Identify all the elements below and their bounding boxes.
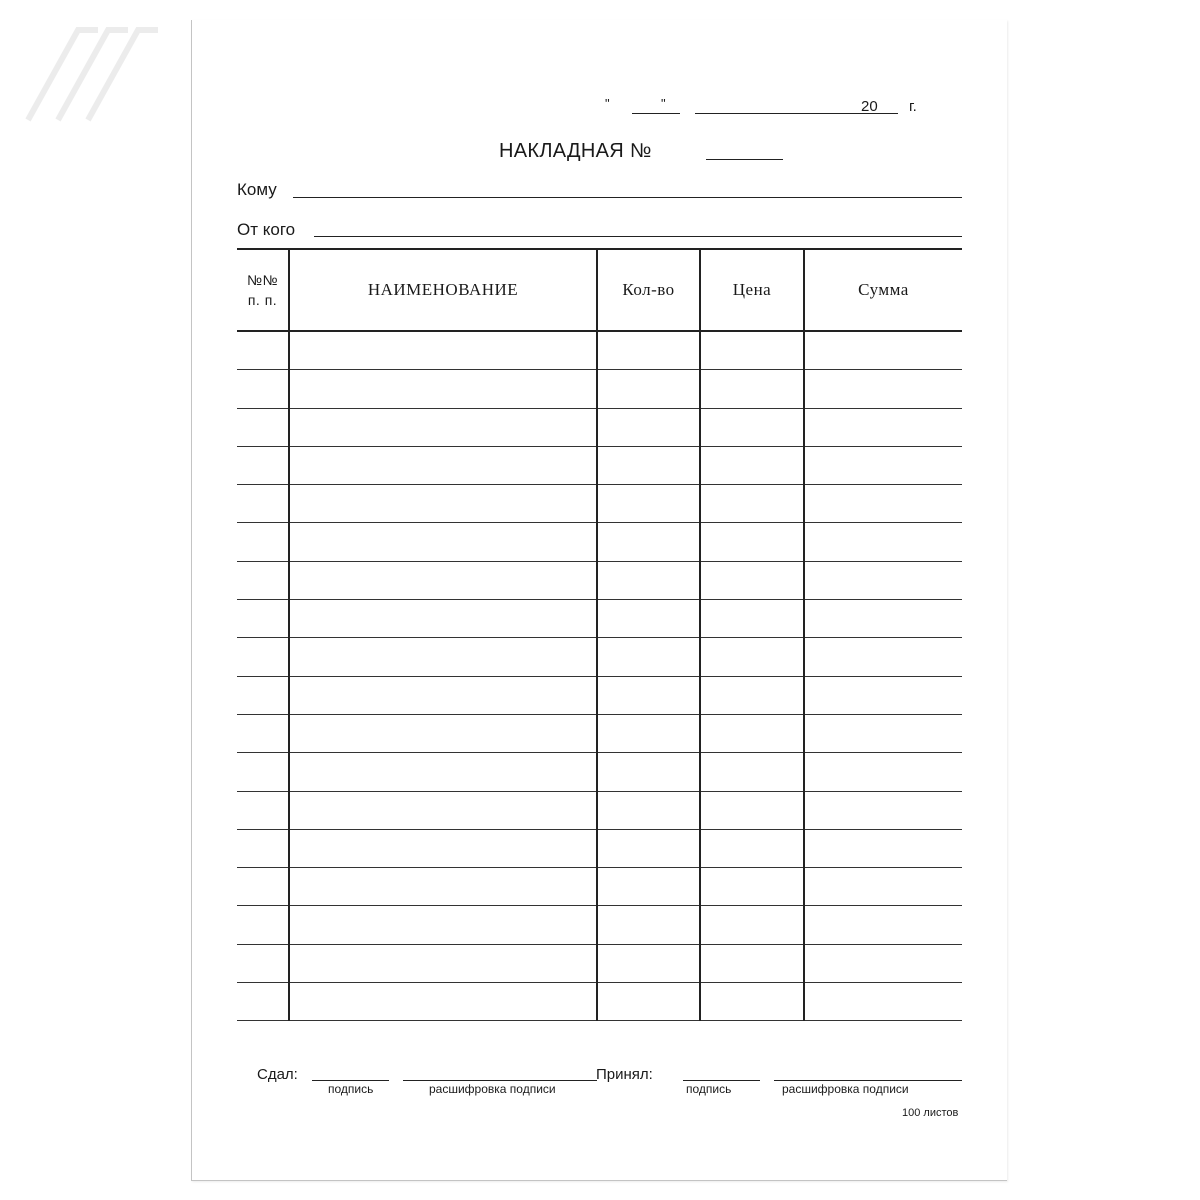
cell-price[interactable] (700, 561, 804, 599)
cell-number[interactable] (237, 408, 289, 446)
document-number-field[interactable] (706, 159, 783, 160)
cell-price[interactable] (700, 485, 804, 523)
column-header-number (237, 249, 289, 331)
cell-quantity[interactable] (597, 638, 700, 676)
cell-quantity[interactable] (597, 753, 700, 791)
table-row (237, 944, 962, 982)
cell-name[interactable] (289, 485, 597, 523)
cell-sum[interactable] (804, 714, 962, 752)
cell-sum[interactable] (804, 868, 962, 906)
cell-name[interactable] (289, 446, 597, 484)
table-row (237, 983, 962, 1021)
column-header-number-line2: п. п. (247, 292, 278, 308)
cell-price[interactable] (700, 791, 804, 829)
handed-over-signature-field[interactable] (312, 1080, 389, 1081)
cell-price[interactable] (700, 906, 804, 944)
column-header-number-line1: №№ (246, 272, 279, 288)
cell-number[interactable] (237, 446, 289, 484)
handed-over-name-caption: расшифровка подписи (429, 1082, 556, 1096)
received-name-field[interactable] (774, 1080, 962, 1081)
cell-name[interactable] (289, 561, 597, 599)
cell-name[interactable] (289, 906, 597, 944)
cell-number[interactable] (237, 868, 289, 906)
cell-number[interactable] (237, 600, 289, 638)
table-row (237, 523, 962, 561)
cell-name[interactable] (289, 829, 597, 867)
cell-quantity[interactable] (597, 408, 700, 446)
table-row (237, 561, 962, 599)
cell-sum[interactable] (804, 983, 962, 1021)
cell-quantity[interactable] (597, 370, 700, 408)
sheet-count-label: 100 листов (902, 1107, 959, 1119)
cell-quantity[interactable] (597, 714, 700, 752)
sender-field[interactable] (314, 236, 962, 237)
table-row (237, 331, 962, 370)
handed-over-signature-caption: подпись (328, 1082, 374, 1096)
table-row (237, 600, 962, 638)
watermark-logo (18, 10, 168, 140)
date-quote-close: " (661, 96, 666, 111)
cell-name[interactable] (289, 600, 597, 638)
document-title: НАКЛАДНАЯ № (499, 140, 652, 162)
cell-name[interactable] (289, 868, 597, 906)
cell-name[interactable] (289, 676, 597, 714)
cell-number[interactable] (237, 561, 289, 599)
cell-price[interactable] (700, 523, 804, 561)
column-header-quantity: Кол-во (597, 249, 700, 331)
cell-sum[interactable] (804, 523, 962, 561)
column-header-price: Цена (700, 249, 804, 331)
items-table-body (237, 331, 962, 1021)
cell-sum[interactable] (804, 485, 962, 523)
cell-sum[interactable] (804, 561, 962, 599)
cell-quantity[interactable] (597, 906, 700, 944)
date-year-suffix: г. (909, 98, 917, 115)
cell-number[interactable] (237, 829, 289, 867)
cell-number[interactable] (237, 753, 289, 791)
cell-quantity[interactable] (597, 446, 700, 484)
cell-name[interactable] (289, 791, 597, 829)
cell-sum[interactable] (804, 446, 962, 484)
column-header-name: НАИМЕНОВАНИЕ (289, 249, 597, 331)
cell-name[interactable] (289, 370, 597, 408)
cell-price[interactable] (700, 829, 804, 867)
table-header-row (237, 249, 962, 331)
cell-number[interactable] (237, 791, 289, 829)
cell-number[interactable] (237, 983, 289, 1021)
cell-number[interactable] (237, 370, 289, 408)
cell-number[interactable] (237, 331, 289, 370)
table-row (237, 370, 962, 408)
cell-price[interactable] (700, 753, 804, 791)
date-year-prefix: 20 (861, 98, 878, 115)
received-signature-caption: подпись (686, 1082, 732, 1096)
cell-sum[interactable] (804, 829, 962, 867)
table-row (237, 408, 962, 446)
cell-price[interactable] (700, 944, 804, 982)
table-row (237, 714, 962, 752)
cell-sum[interactable] (804, 638, 962, 676)
cell-price[interactable] (700, 600, 804, 638)
cell-quantity[interactable] (597, 523, 700, 561)
cell-sum[interactable] (804, 331, 962, 370)
cell-price[interactable] (700, 331, 804, 370)
cell-name[interactable] (289, 408, 597, 446)
date-day-field[interactable] (632, 113, 680, 114)
table-row (237, 446, 962, 484)
cell-price[interactable] (700, 370, 804, 408)
table-row (237, 829, 962, 867)
cell-quantity[interactable] (597, 331, 700, 370)
cell-sum[interactable] (804, 791, 962, 829)
cell-price[interactable] (700, 408, 804, 446)
cell-number[interactable] (237, 944, 289, 982)
date-quote-open: " (605, 96, 610, 111)
handed-over-label: Сдал: (257, 1066, 298, 1083)
table-row (237, 638, 962, 676)
cell-sum[interactable] (804, 600, 962, 638)
cell-sum[interactable] (804, 906, 962, 944)
received-label: Принял: (596, 1066, 653, 1083)
cell-number[interactable] (237, 676, 289, 714)
cell-sum[interactable] (804, 753, 962, 791)
cell-name[interactable] (289, 753, 597, 791)
cell-price[interactable] (700, 446, 804, 484)
table-row (237, 906, 962, 944)
cell-sum[interactable] (804, 408, 962, 446)
cell-quantity[interactable] (597, 600, 700, 638)
table-row (237, 676, 962, 714)
cell-number[interactable] (237, 485, 289, 523)
cell-name[interactable] (289, 331, 597, 370)
cell-price[interactable] (700, 983, 804, 1021)
cell-name[interactable] (289, 944, 597, 982)
recipient-field[interactable] (293, 197, 962, 198)
cell-name[interactable] (289, 523, 597, 561)
invoice-form-sheet (191, 20, 1007, 1181)
cell-quantity[interactable] (597, 791, 700, 829)
cell-number[interactable] (237, 714, 289, 752)
cell-price[interactable] (700, 868, 804, 906)
cell-price[interactable] (700, 638, 804, 676)
cell-name[interactable] (289, 983, 597, 1021)
cell-number[interactable] (237, 523, 289, 561)
cell-name[interactable] (289, 638, 597, 676)
cell-quantity[interactable] (597, 561, 700, 599)
cell-name[interactable] (289, 714, 597, 752)
table-row (237, 485, 962, 523)
cell-sum[interactable] (804, 944, 962, 982)
cell-quantity[interactable] (597, 829, 700, 867)
cell-sum[interactable] (804, 676, 962, 714)
cell-quantity[interactable] (597, 868, 700, 906)
cell-quantity[interactable] (597, 676, 700, 714)
cell-quantity[interactable] (597, 944, 700, 982)
cell-sum[interactable] (804, 370, 962, 408)
cell-quantity[interactable] (597, 485, 700, 523)
table-row (237, 868, 962, 906)
items-table (237, 248, 962, 1021)
received-signature-field[interactable] (683, 1080, 760, 1081)
table-row (237, 753, 962, 791)
cell-price[interactable] (700, 676, 804, 714)
sender-label: От кого (237, 220, 296, 239)
received-name-caption: расшифровка подписи (782, 1082, 909, 1096)
table-row (237, 791, 962, 829)
cell-number[interactable] (237, 906, 289, 944)
cell-number[interactable] (237, 638, 289, 676)
cell-price[interactable] (700, 714, 804, 752)
recipient-label: Кому (237, 180, 277, 199)
handed-over-name-field[interactable] (403, 1080, 597, 1081)
cell-quantity[interactable] (597, 983, 700, 1021)
column-header-sum: Сумма (804, 249, 962, 331)
